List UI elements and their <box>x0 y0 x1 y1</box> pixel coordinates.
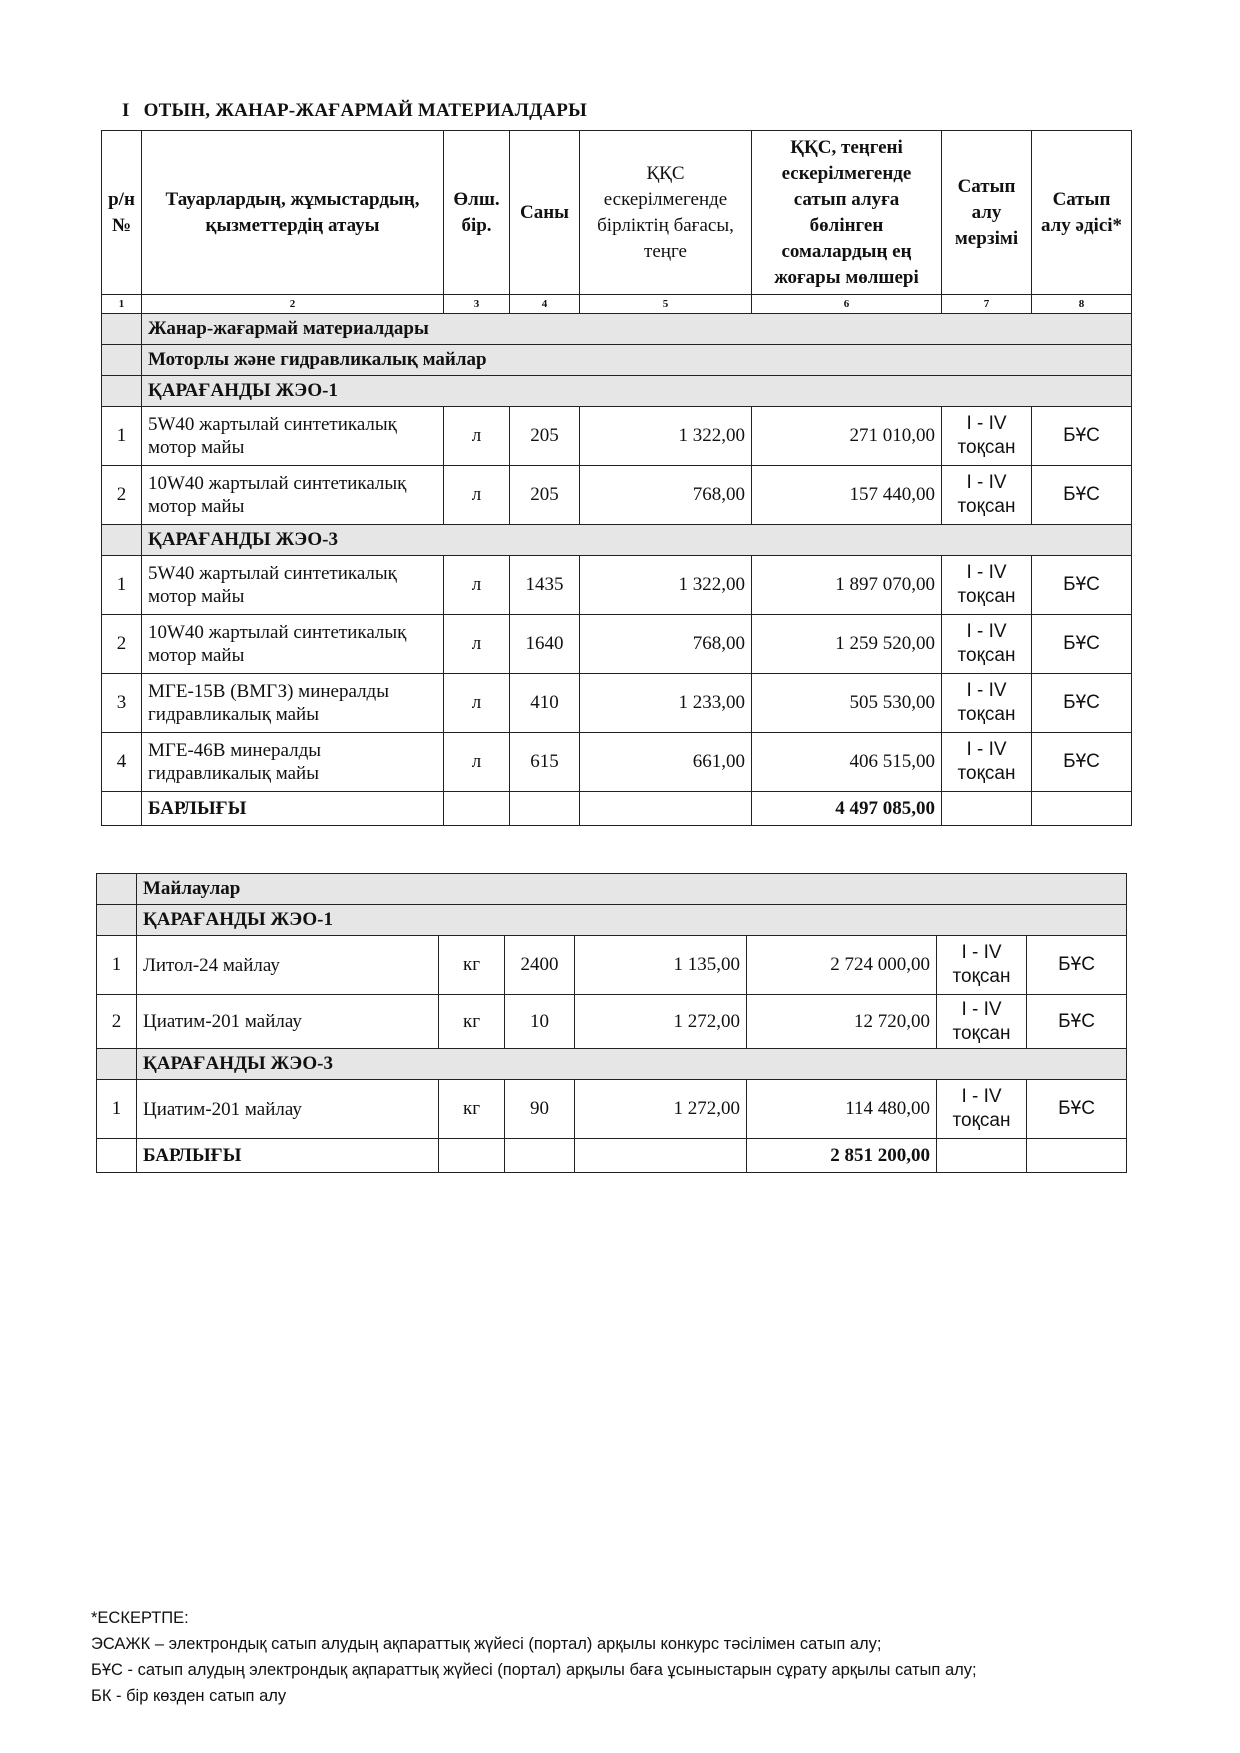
total-amount: 4 497 085,00 <box>752 792 942 826</box>
row-amount: 12 720,00 <box>747 995 937 1049</box>
table-row <box>102 407 1132 466</box>
row-qty: 2400 <box>505 936 575 995</box>
row-price: 1 322,00 <box>580 556 752 615</box>
row-name: МГЕ-46В минералды гидравликалық майы <box>142 733 444 792</box>
category-row <box>97 874 1127 905</box>
row-period: I - IV тоқсан <box>942 674 1032 733</box>
row-unit: кг <box>439 936 505 995</box>
footnote-heading: *ЕСКЕРТПЕ: <box>91 1609 189 1627</box>
row-qty: 205 <box>510 466 580 525</box>
row-amount: 1 259 520,00 <box>752 615 942 674</box>
row-unit: кг <box>439 1080 505 1139</box>
row-unit: л <box>444 615 510 674</box>
col-number: 4 <box>510 295 580 314</box>
row-price: 1 272,00 <box>575 1080 747 1139</box>
total-amount: 2 851 200,00 <box>747 1139 937 1173</box>
row-price: 1 272,00 <box>575 995 747 1049</box>
row-no: 3 <box>102 674 142 733</box>
row-no: 1 <box>102 407 142 466</box>
row-method: БҰС <box>1032 733 1132 792</box>
col-number: 3 <box>444 295 510 314</box>
row-method: БҰС <box>1027 936 1127 995</box>
row-method: БҰС <box>1032 674 1132 733</box>
total-row <box>102 792 1132 826</box>
subcategory-row <box>102 345 1132 376</box>
row-no: 1 <box>102 556 142 615</box>
row-period: I - IV тоқсан <box>942 556 1032 615</box>
row-period: I - IV тоқсан <box>937 1080 1027 1139</box>
table-row <box>97 995 1127 1049</box>
row-unit: л <box>444 674 510 733</box>
col-number: 2 <box>142 295 444 314</box>
fuel-lubricants-table <box>101 130 1132 826</box>
footnote-line: БК - бір көзден сатып алу <box>91 1687 287 1705</box>
row-qty: 1435 <box>510 556 580 615</box>
row-no: 2 <box>102 615 142 674</box>
header-amount: ҚҚС, теңгені ескерілмегенде сатып алуға бөлінген сомалардың ең жоғары мөлшері <box>752 131 942 295</box>
row-method: БҰС <box>1032 556 1132 615</box>
greases-table <box>96 873 1127 1173</box>
group-row <box>102 525 1132 556</box>
group-label: ҚАРАҒАНДЫ ЖЭО-3 <box>137 1049 1127 1080</box>
row-qty: 615 <box>510 733 580 792</box>
row-method: БҰС <box>1027 1080 1127 1139</box>
row-price: 768,00 <box>580 615 752 674</box>
header-row <box>102 131 1132 295</box>
total-label: БАРЛЫҒЫ <box>142 792 444 826</box>
row-period: I - IV тоқсан <box>937 995 1027 1049</box>
row-period: I - IV тоқсан <box>937 936 1027 995</box>
row-price: 661,00 <box>580 733 752 792</box>
row-unit: кг <box>439 995 505 1049</box>
column-number-row <box>102 295 1132 314</box>
table-row <box>102 556 1132 615</box>
row-name: 10W40 жартылай синтетикалық мотор майы <box>142 466 444 525</box>
header-no: р/н № <box>102 131 142 295</box>
row-name: 10W40 жартылай синтетикалық мотор майы <box>142 615 444 674</box>
footnote-line: БҰС - сатып алудың электрондық ақпараттық жүйесі (портал) арқылы баға ұсыныстарын сұрату арқылы сатып алу; <box>91 1661 977 1679</box>
row-unit: л <box>444 407 510 466</box>
table-row <box>97 1080 1127 1139</box>
header-method: Сатып алу әдісі* <box>1032 131 1132 295</box>
row-price: 1 135,00 <box>575 936 747 995</box>
row-qty: 410 <box>510 674 580 733</box>
row-qty: 1640 <box>510 615 580 674</box>
group-label: ҚАРАҒАНДЫ ЖЭО-1 <box>137 905 1127 936</box>
row-amount: 505 530,00 <box>752 674 942 733</box>
footnote <box>91 1605 977 1709</box>
row-period: I - IV тоқсан <box>942 733 1032 792</box>
row-method: БҰС <box>1032 466 1132 525</box>
group-label: ҚАРАҒАНДЫ ЖЭО-3 <box>142 525 1132 556</box>
section-title <box>122 100 587 122</box>
category-label: Жанар-жағармай материалдары <box>142 314 1132 345</box>
row-no: 1 <box>97 936 137 995</box>
row-period: I - IV тоқсан <box>942 407 1032 466</box>
col-number: 5 <box>580 295 752 314</box>
category-row <box>102 314 1132 345</box>
row-period: I - IV тоқсан <box>942 466 1032 525</box>
category-label: Майлаулар <box>137 874 1127 905</box>
header-name: Тауарлардың, жұмыстардың, қызметтердің атауы <box>142 131 444 295</box>
section-title-text: ОТЫН, ЖАНАР-ЖАҒАРМАЙ МАТЕРИАЛДАРЫ <box>143 100 587 121</box>
group-row <box>102 376 1132 407</box>
col-number: 1 <box>102 295 142 314</box>
row-name: МГЕ-15В (ВМГЗ) минералды гидравликалық майы <box>142 674 444 733</box>
row-amount: 2 724 000,00 <box>747 936 937 995</box>
header-price: ҚҚС ескерілмегенде бірліктің бағасы, теңге <box>580 131 752 295</box>
row-unit: л <box>444 556 510 615</box>
row-no: 2 <box>102 466 142 525</box>
header-period: Сатып алу мерзімі <box>942 131 1032 295</box>
row-price: 1 322,00 <box>580 407 752 466</box>
row-amount: 114 480,00 <box>747 1080 937 1139</box>
section-number: I <box>122 100 130 121</box>
row-name: 5W40 жартылай синтетикалық мотор майы <box>142 556 444 615</box>
row-unit: л <box>444 466 510 525</box>
row-qty: 10 <box>505 995 575 1049</box>
row-qty: 90 <box>505 1080 575 1139</box>
header-qty: Саны <box>510 131 580 295</box>
row-unit: л <box>444 733 510 792</box>
row-no: 2 <box>97 995 137 1049</box>
table-row <box>102 674 1132 733</box>
col-number: 6 <box>752 295 942 314</box>
row-name: Литол-24 майлау <box>137 936 439 995</box>
group-row <box>97 1049 1127 1080</box>
row-method: БҰС <box>1032 615 1132 674</box>
row-amount: 1 897 070,00 <box>752 556 942 615</box>
row-name: Циатим-201 майлау <box>137 995 439 1049</box>
row-amount: 406 515,00 <box>752 733 942 792</box>
row-no: 1 <box>97 1080 137 1139</box>
row-method: БҰС <box>1027 995 1127 1049</box>
footnote-line: ЭСАЖК – электрондық сатып алудың ақпараттық жүйесі (портал) арқылы конкурс тәсілімен сатып алу; <box>91 1635 882 1653</box>
subcategory-label: Моторлы және гидравликалық майлар <box>142 345 1132 376</box>
header-unit: Өлш. бір. <box>444 131 510 295</box>
row-amount: 271 010,00 <box>752 407 942 466</box>
col-number: 7 <box>942 295 1032 314</box>
row-amount: 157 440,00 <box>752 466 942 525</box>
row-period: I - IV тоқсан <box>942 615 1032 674</box>
table-row <box>102 466 1132 525</box>
group-row <box>97 905 1127 936</box>
row-qty: 205 <box>510 407 580 466</box>
row-name: 5W40 жартылай синтетикалық мотор майы <box>142 407 444 466</box>
row-name: Циатим-201 майлау <box>137 1080 439 1139</box>
table-row <box>102 615 1132 674</box>
col-number: 8 <box>1032 295 1132 314</box>
row-price: 768,00 <box>580 466 752 525</box>
total-row <box>97 1139 1127 1173</box>
group-label: ҚАРАҒАНДЫ ЖЭО-1 <box>142 376 1132 407</box>
table-row <box>102 733 1132 792</box>
total-label: БАРЛЫҒЫ <box>137 1139 439 1173</box>
row-no: 4 <box>102 733 142 792</box>
table-row <box>97 936 1127 995</box>
row-price: 1 233,00 <box>580 674 752 733</box>
row-method: БҰС <box>1032 407 1132 466</box>
